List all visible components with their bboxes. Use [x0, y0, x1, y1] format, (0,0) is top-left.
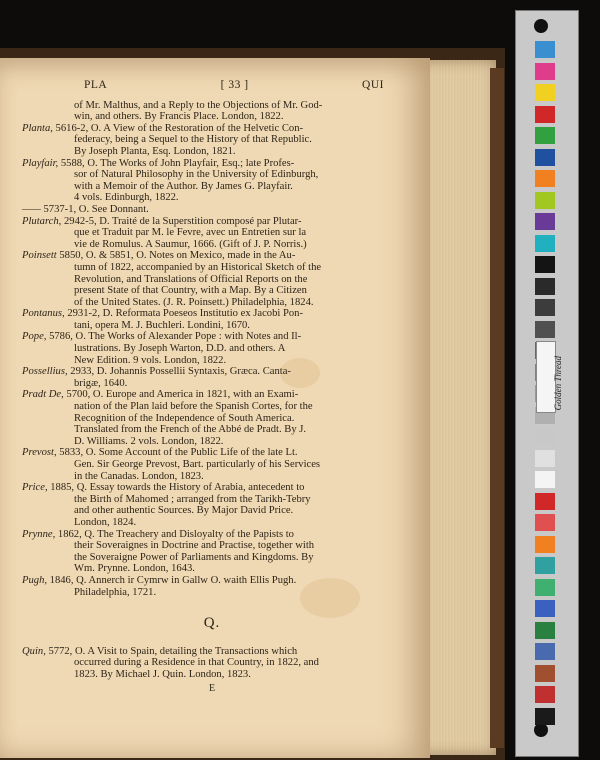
catalogue-entry: [22, 158, 402, 204]
color-swatch: [535, 665, 555, 682]
color-swatch: [535, 643, 555, 660]
entry-text: 5833, O. Some Account of the Public Life of the late Lt.: [56, 447, 298, 459]
entry-headword: Pugh,: [22, 574, 48, 586]
entry-line: D. Williams. 2 vols. London, 1822.: [74, 435, 224, 447]
entry-headword: Prynne,: [22, 528, 56, 540]
entry-line: brigæ, 1640.: [74, 377, 128, 389]
page-text: [22, 80, 402, 694]
catalogue-entries-q: [22, 646, 402, 681]
color-swatch: [535, 41, 555, 58]
catalogue-entry: [22, 529, 402, 575]
color-swatch: [535, 321, 555, 338]
entry-line: lustrations. By Joseph Warton, D.D. and others. A: [74, 343, 286, 355]
entry-line: in the Canadas. London, 1823.: [74, 470, 204, 482]
entry-line: tumn of 1822, accompanied by an Historical Sketch of the: [74, 261, 322, 273]
entry-line: tani, opera M. J. Buchleri. Londini, 1670.: [74, 319, 250, 331]
catalogue-entry: [22, 575, 402, 598]
entry-text: 5616-2, O. A View of the Restoration of the Helvetic Con-: [52, 122, 304, 134]
catalogue-entry: [22, 204, 402, 216]
entry-text: 2942-5, D. Traité de la Superstition composé par Plutar-: [61, 215, 302, 227]
catalogue-entry: [22, 447, 402, 482]
entry-text: 2933, D. Johannis Possellii Syntaxis, Græca. Canta-: [67, 366, 291, 378]
entry-line: Translated from the French of the Abbé de Pradt. By J.: [74, 424, 307, 436]
signature-mark: E: [208, 682, 216, 694]
entry-text: 5850, O. & 5851, O. Notes on Mexico, made in the Au-: [56, 250, 296, 262]
book-spine-edge: [490, 68, 504, 748]
catalogue-entry: [22, 250, 402, 308]
entry-line: nation of the Plan laid before the Spanish Cortes, for the: [74, 401, 313, 413]
entry-headword: Pradt De,: [22, 389, 64, 401]
entry-line: the Soveraigne Power of Parliaments and Kingdoms. By: [74, 551, 314, 563]
entry-line: Recognition of the Independence of South America.: [74, 412, 295, 424]
catalogue-entry: [22, 123, 402, 158]
entry-line: vie de Romulus. A Saumur, 1666. (Gift of J. P. Norris.): [74, 238, 307, 250]
entry-headword: Plutarch,: [22, 215, 62, 227]
entry-text: 5786, O. The Works of Alexander Pope : with Notes and Il-: [46, 331, 302, 343]
catalogue-entry: [22, 331, 402, 366]
entry-line: their Soveraignes in Doctrine and Practise, together with: [74, 540, 315, 552]
catalogue-entry: [22, 482, 402, 528]
color-swatch: [535, 256, 555, 273]
entry-headword: Playfair,: [22, 157, 59, 169]
color-swatch: [535, 84, 555, 101]
entry-headword: Planta,: [22, 122, 53, 134]
color-swatch: [535, 450, 555, 467]
entry-text: 1846, Q. Annerch ir Cymrw in Gallw O. waith Ellis Pugh.: [47, 574, 297, 586]
color-swatch: [535, 557, 555, 574]
color-swatch: [535, 536, 555, 553]
entry-line: Gen. Sir George Prevost, Bart. particularly of his Services: [74, 459, 321, 470]
entry-line: Wm. Prynne. London, 1643.: [74, 563, 195, 575]
color-swatch: [535, 686, 555, 703]
entry-line: with a Memoir of the Author. By James G. Playfair.: [74, 180, 293, 192]
color-swatch: [535, 579, 555, 596]
color-swatch: [535, 213, 555, 230]
entry-headword: ——: [22, 203, 41, 215]
color-swatch: [535, 192, 555, 209]
color-swatch: [535, 514, 555, 531]
section-heading-q: Q.: [203, 615, 221, 632]
color-swatch: [535, 63, 555, 80]
entry-line: Philadelphia, 1721.: [74, 586, 157, 598]
entry-line: 1823. By Michael J. Quin. London, 1823.: [74, 668, 251, 680]
entry-line: London, 1824.: [74, 516, 137, 528]
entry-line: 4 vols. Edinburgh, 1822.: [74, 192, 179, 204]
color-target: [515, 10, 579, 757]
entry-line: sor of Natural Philosophy in the University of Edinburgh,: [74, 169, 319, 181]
entry-line: occurred during a Residence in that Country, in 1822, and: [74, 657, 319, 669]
entry-headword: Quin,: [22, 645, 46, 657]
page-number: [ 33 ]: [220, 79, 249, 91]
color-swatch: [535, 106, 555, 123]
entry-headword: Pontanus,: [22, 308, 65, 320]
entry-headword: Poinsett: [22, 250, 57, 262]
entry-text: 5588, O. The Works of John Playfair, Esq.; late Profes-: [58, 157, 295, 169]
color-swatch: [535, 600, 555, 617]
running-header: [84, 80, 384, 92]
hole-icon: [534, 19, 548, 33]
catalogue-entry: [22, 646, 402, 681]
entry-line: que et Traduit par M. le Fevre, avec un Entretien sur la: [74, 227, 307, 239]
entry-text: 1862, Q. The Treachery and Disloyalty of the Papists to: [55, 528, 294, 540]
color-swatch: [535, 299, 555, 316]
entry-text: of Mr. Malthus, and a Reply to the Objections of Mr. God-: [74, 99, 323, 111]
color-swatch: [535, 170, 555, 187]
entry-line: Revolution, and Translations of Official Reports on the: [74, 273, 308, 285]
color-swatch: [535, 708, 555, 725]
color-swatch: [535, 471, 555, 488]
entry-text: 5772, O. A Visit to Spain, detailing the Transactions which: [45, 645, 298, 657]
entry-text: 2931-2, D. Reformata Poeseos Institutio ex Jacobi Pon-: [64, 308, 303, 320]
entry-line: win, and others. By Francis Place. London, 1822.: [74, 111, 284, 123]
color-swatch: [535, 493, 555, 510]
color-swatch: [535, 428, 555, 445]
entry-line: By Joseph Planta, Esq. London, 1821.: [74, 145, 236, 157]
header-left: PLA: [84, 79, 108, 91]
header-right: QUI: [362, 79, 384, 91]
color-swatch: [535, 235, 555, 252]
entry-line: and other authentic Sources. By Major David Price.: [74, 505, 294, 517]
catalogue-entry: [22, 389, 402, 447]
target-brand: Golden Thread: [553, 356, 563, 411]
catalogue-entry: [22, 100, 402, 123]
entry-text: 5737-1, O. See Donnant.: [40, 203, 149, 215]
color-swatch: [535, 149, 555, 166]
entry-line: New Edition. 9 vols. London, 1822.: [74, 354, 227, 366]
entry-line: the Birth of Mahomed ; arranged from the Tarikh-Tebry: [74, 493, 311, 505]
entry-headword: Pope,: [22, 331, 47, 343]
entry-text: 1885, Q. Essay towards the History of Arabia, antecedent to: [47, 482, 305, 494]
color-swatch: [535, 278, 555, 295]
color-swatch: [535, 127, 555, 144]
entry-headword: Price,: [22, 482, 48, 494]
entry-headword: Prevost,: [22, 447, 57, 459]
entry-text: 5700, O. Europe and America in 1821, with an Exami-: [63, 389, 299, 401]
entry-line: present State of that Country, with a Map. By a Citizen: [74, 285, 307, 297]
catalogue-entry: [22, 366, 402, 389]
color-swatch: [535, 622, 555, 639]
entry-line: federacy, being a Sequel to the History of that Republic.: [74, 134, 312, 146]
catalogue-entries: [22, 100, 402, 599]
catalogue-entry: [22, 308, 402, 331]
entry-headword: Possellius,: [22, 366, 68, 378]
catalogue-entry: [22, 216, 402, 251]
entry-line: of the United States. (J. R. Poinsett.) Philadelphia, 1824.: [74, 296, 314, 308]
hole-icon: [534, 723, 548, 737]
